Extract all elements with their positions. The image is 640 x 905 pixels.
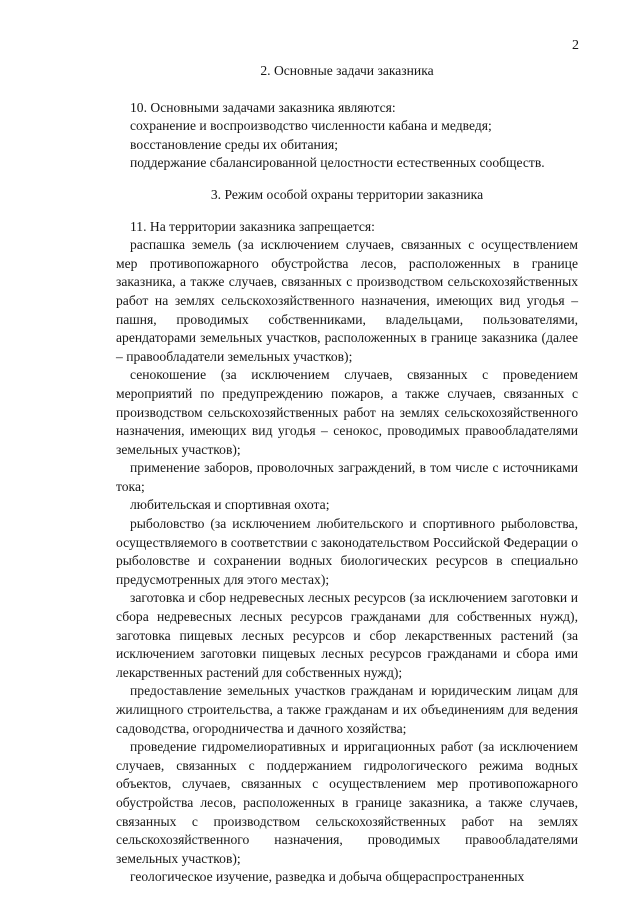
document-body	[116, 62, 578, 887]
list-item: предоставление земельных участков гражданам и юридическим лицам для жилищного строительства, а также гражданам и их объединениям для ведения садоводства, огородничества и дачного хозяйства;	[116, 683, 578, 736]
list-item: поддержание сбалансированной целостности естественных сообществ.	[130, 155, 545, 171]
list-item: сохранение и воспроизводство численности кабана и медведя;	[130, 118, 492, 134]
list-item: заготовка и сбор недревесных лесных ресурсов (за исключением заготовки и сбора недревесных лесных ресурсов гражданами для собственных нужд), заготовка пищевых лесных ресурсов и сбор лекарственных растений (за исключением заготовки пищевых лесных ресурсов гражданами и сбора ими лекарственных растений для собственных нужд);	[116, 590, 578, 680]
list-item: восстановление среды их обитания;	[130, 136, 339, 152]
list-item: любительская и спортивная охота;	[130, 497, 330, 513]
section-2-heading: 2. Основные задачи заказника	[260, 63, 434, 78]
list-item: применение заборов, проволочных заграждений, в том числе с источниками тока;	[116, 460, 578, 494]
section-3-heading: 3. Режим особой охраны территории заказника	[210, 186, 484, 202]
list-item: геологическое изучение, разведка и добыча общераспространенных	[130, 869, 525, 885]
page-number: 2	[572, 38, 579, 53]
list-item: проведение гидромелиоративных и ирригационных работ (за исключением случаев, связанных с поддержанием гидрологического режима водных объектов, случаев, связанных с осуществлением мер противопожарного обустройства лесов, расположенных в границе заказника, а также случаев, связанных с производством сельскохозяйственных работ на землях сельскохозяйственного назначения, проводимых правообладателями земельных участков);	[116, 739, 578, 866]
list-item: распашка земель (за исключением случаев, связанных с осуществлением мер противопожарного обустройства лесов, расположенных в границе заказника, а также случаев, связанных с производством сельскохозяйственных работ на землях сельскохозяйственного назначения, имеющих вид угодья – пашня, проводимых собственниками, владельцами, пользователями, арендаторами земельных участков, расположенных в границе заказника (далее – правообладатели земельных участков);	[116, 237, 578, 364]
paragraph: 11. На территории заказника запрещается:	[130, 218, 375, 234]
list-item: сенокошение (за исключением случаев, связанных с проведением мероприятий по предупреждению пожаров, а также случаев, связанных с производством сельскохозяйственных работ на землях сельскохозяйственного назначения, имеющих вид угодья – сенокос, проводимых правообладателями земельных участков);	[116, 367, 578, 457]
paragraph: 10. Основными задачами заказника являются:	[130, 99, 396, 115]
list-item: рыболовство (за исключением любительского и спортивного рыболовства, осуществляемого в соответствии с законодательством Российской Федерации о рыболовстве и сохранении водных биологических ресурсов в специально предусмотренных для этого местах);	[116, 516, 578, 587]
